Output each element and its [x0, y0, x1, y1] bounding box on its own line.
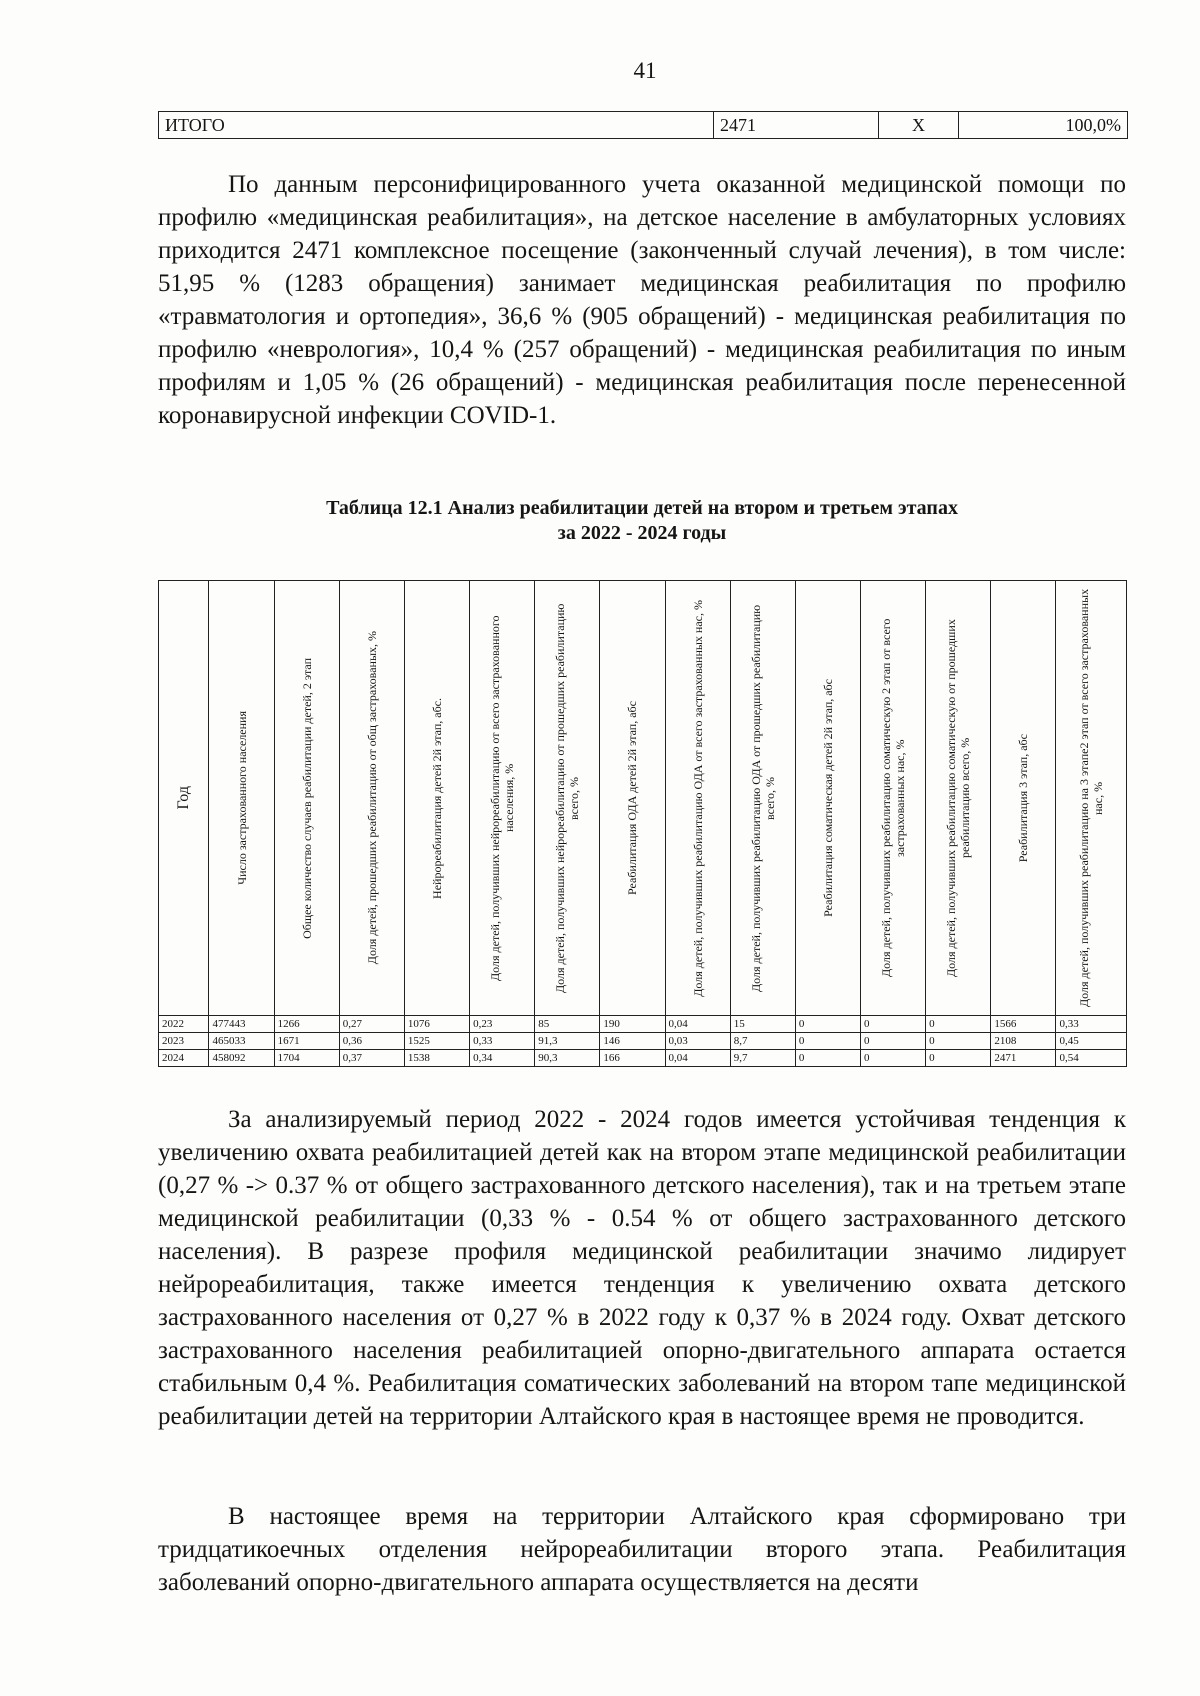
header-cell: Доля детей, получивших нейрореабилитацию от прошедших реабилитацию всего, %: [535, 581, 600, 1016]
table-cell: 1704: [274, 1050, 339, 1067]
table-cell: 8,7: [730, 1033, 795, 1050]
table-cell: 1076: [404, 1016, 469, 1033]
table-cell: 1525: [404, 1033, 469, 1050]
table-cell: 9,7: [730, 1050, 795, 1067]
table-cell: 0: [926, 1033, 991, 1050]
table-caption-line2: за 2022 - 2024 годы: [557, 522, 727, 544]
table-cell: 0,23: [470, 1016, 535, 1033]
header-cell: Доля детей, получивших реабилитацию ОДА от прошедших реабилитацию всего, %: [730, 581, 795, 1016]
paragraph-departments: В настоящее время на территории Алтайского края сформировано три тридцатикоечных отделения нейрореабилитации второго этапа. Реабилитация заболеваний опорно-двигательного аппарата осуществляется на десяти: [158, 1503, 1126, 1596]
table-cell: 166: [600, 1050, 665, 1067]
table-cell: 15: [730, 1016, 795, 1033]
header-cell: Доля детей, получивших нейрореабилитацию от всего застрахованного населения, %: [470, 581, 535, 1016]
table-cell: 0: [795, 1016, 860, 1033]
header-cell: Реабилитация 3 этап, абс: [991, 581, 1056, 1016]
table-cell: 0: [926, 1050, 991, 1067]
paragraph-intro: По данным персонифицированного учета оказанной медицинской помощи по профилю «медицинская реабилитация», на детское население в амбулаторных условиях приходится 2471 комплексное посещение (законченный случай лечения), в том числе: 51,95 % (1283 обращения) занимает медицинская реабилитация по профилю «травматология и ортопедия», 36,6 % (905 обращений) - медицинская реабилитация по профилю «неврология», 10,4 % (257 обращений) - медицинская реабилитация по иным профилям и 1,05 % (26 обращений) - медицинская реабилитация после перенесенной коронавирусной инфекции COVID-1.: [158, 171, 1126, 429]
table-cell: 2108: [991, 1033, 1056, 1050]
table-cell: 1671: [274, 1033, 339, 1050]
table-row: [159, 1016, 1127, 1033]
table-cell: 0,33: [470, 1033, 535, 1050]
table-cell: 2022: [159, 1016, 209, 1033]
table-cell: 0: [795, 1050, 860, 1067]
table-row: [159, 1033, 1127, 1050]
table-cell: 1538: [404, 1050, 469, 1067]
table-cell: 0,33: [1056, 1016, 1127, 1033]
header-cell: Общее количество случаев реабилитации детей, 2 этап: [274, 581, 339, 1016]
page-number: 41: [633, 58, 657, 83]
table-cell: 0,34: [470, 1050, 535, 1067]
table-cell: 0,27: [339, 1016, 404, 1033]
total-mark: Х: [879, 112, 959, 139]
table-cell: 91,3: [535, 1033, 600, 1050]
total-percent: 100,0%: [959, 112, 1128, 139]
table-cell: 0: [861, 1033, 926, 1050]
rehabilitation-table: [158, 580, 1127, 1067]
table-cell: 190: [600, 1016, 665, 1033]
table-cell: 0,45: [1056, 1033, 1127, 1050]
table-cell: 146: [600, 1033, 665, 1050]
table-cell: 2471: [991, 1050, 1056, 1067]
header-cell: Доля детей, получивших реабилитацию ОДА от всего застрахованных нас, %: [665, 581, 730, 1016]
table-header-row: [159, 581, 1127, 1016]
table-cell: 0,54: [1056, 1050, 1127, 1067]
total-value: 2471: [714, 112, 879, 139]
table-cell: 0,04: [665, 1050, 730, 1067]
table-cell: 458092: [209, 1050, 274, 1067]
table-cell: 477443: [209, 1016, 274, 1033]
paragraph-analysis: За анализируемый период 2022 - 2024 годов имеется устойчивая тенденция к увеличению охвата реабилитацией детей как на втором этапе медицинской реабилитации (0,27 % -> 0.37 % от общего застрахованного детского населения), так и на третьем этапе медицинской реабилитации (0,33 % - 0.54 % от общего застрахованного детского населения). В разрезе профиля медицинской реабилитации значимо лидирует нейрореабилитация, также имеется тенденция к увеличению охвата детского застрахованного населения от 0,27 % в 2022 году к 0,37 % в 2024 году. Охват детского застрахованного населения реабилитацией опорно-двигательного аппарата остается стабильным 0,4 %. Реабилитация соматических заболеваний на втором тапе медицинской реабилитации детей на территории Алтайского края в настоящее время не проводится.: [158, 1106, 1126, 1430]
table-cell: 90,3: [535, 1050, 600, 1067]
table-caption: [158, 496, 1126, 546]
table-cell: 1266: [274, 1016, 339, 1033]
table-cell: 2024: [159, 1050, 209, 1067]
table-cell: 0: [926, 1016, 991, 1033]
header-cell: Нейрореабилитация детей 2й этап, абс.: [404, 581, 469, 1016]
table-cell: 0,03: [665, 1033, 730, 1050]
total-label: ИТОГО: [159, 112, 714, 139]
table-cell: 465033: [209, 1033, 274, 1050]
header-cell: Доля детей, получивших реабилитацию соматическую 2 этап от всего застрахованных нас, %: [861, 581, 926, 1016]
table-cell: 0: [861, 1050, 926, 1067]
table-cell: 85: [535, 1016, 600, 1033]
table-row: [159, 1050, 1127, 1067]
header-cell: Доля детей, получивших реабилитацию соматическую от прошедших реабилитацию всего, %: [926, 581, 991, 1016]
table-cell: 0,36: [339, 1033, 404, 1050]
header-cell: Доля детей, получивших реабилитацию на 3 этапе2 этап от всего застрахованных нас, %: [1056, 581, 1127, 1016]
total-row-table: [158, 111, 1128, 139]
table-cell: 2023: [159, 1033, 209, 1050]
table-cell: 0: [861, 1016, 926, 1033]
header-cell: Год: [159, 581, 209, 1016]
total-row: [159, 112, 1128, 139]
header-cell: Реабилитация соматическая детей 2й этап, абс: [795, 581, 860, 1016]
header-cell: Доля детей, прошедших реабилитацию от общ застрахованых, %: [339, 581, 404, 1016]
table-cell: 1566: [991, 1016, 1056, 1033]
table-cell: 0,37: [339, 1050, 404, 1067]
header-cell: Реабилитация ОДА детей 2й этап, абс: [600, 581, 665, 1016]
table-cell: 0,04: [665, 1016, 730, 1033]
table-cell: 0: [795, 1033, 860, 1050]
header-cell: Число застрахованного населения: [209, 581, 274, 1016]
table-caption-line1: Таблица 12.1 Анализ реабилитации детей на втором и третьем этапах: [326, 497, 958, 519]
